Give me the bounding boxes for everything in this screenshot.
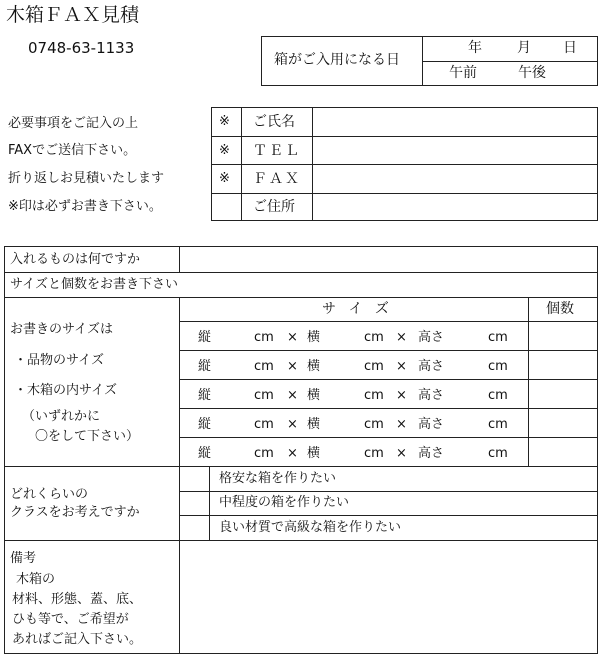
height-input[interactable] — [447, 410, 483, 437]
phone-number: 0748-63-1133 — [28, 39, 135, 57]
address-label: ご住所 — [253, 199, 295, 215]
cm-unit: cm — [364, 330, 384, 345]
fax-input[interactable] — [314, 165, 597, 192]
width-input[interactable] — [325, 323, 361, 350]
height-input[interactable] — [447, 381, 483, 408]
count-input[interactable] — [530, 323, 596, 350]
class-label: クラスをお考えですか — [10, 505, 140, 520]
cm-unit: cm — [488, 330, 508, 345]
width-input[interactable] — [325, 352, 361, 379]
count-input[interactable] — [530, 439, 596, 466]
cm-unit: cm — [488, 417, 508, 432]
width-label: 横 — [307, 417, 321, 432]
length-label: 縦 — [198, 417, 212, 432]
size-note-box-inner[interactable]: ・木箱の内サイズ — [14, 383, 117, 398]
notice-line: ※印は必ずお書き下さい。 — [8, 199, 162, 214]
date-label: 箱がご入用になる日 — [274, 52, 400, 68]
height-label: 高さ — [418, 330, 445, 345]
length-label: 縦 — [198, 359, 212, 374]
width-label: 横 — [307, 446, 321, 461]
height-input[interactable] — [447, 439, 483, 466]
required-mark: ※ — [219, 114, 230, 129]
cm-unit: cm — [254, 388, 274, 403]
contents-label: 入れるものは何ですか — [10, 252, 141, 267]
length-input[interactable] — [216, 439, 252, 466]
remarks-note: あればご記入下さい。 — [12, 632, 143, 647]
cm-unit: cm — [488, 359, 508, 374]
size-note: お書きのサイズは — [10, 322, 113, 337]
name-label: ご氏名 — [253, 114, 295, 130]
class-checkbox-budget[interactable] — [181, 467, 208, 490]
count-input[interactable] — [530, 381, 596, 408]
contents-input[interactable] — [181, 247, 597, 271]
height-label: 高さ — [418, 446, 445, 461]
length-label: 縦 — [198, 446, 212, 461]
width-label: 横 — [307, 330, 321, 345]
times-sign: × — [287, 446, 298, 461]
address-input[interactable] — [314, 194, 597, 220]
remarks-note: 木箱の — [16, 572, 56, 587]
cm-unit: cm — [488, 388, 508, 403]
size-note-item-goods[interactable]: ・品物のサイズ — [14, 353, 104, 368]
height-label: 高さ — [418, 417, 445, 432]
cm-unit: cm — [254, 417, 274, 432]
month-label: 月 — [517, 40, 531, 56]
times-sign: × — [396, 359, 407, 374]
length-input[interactable] — [216, 352, 252, 379]
class-checkbox-premium[interactable] — [181, 516, 208, 539]
count-input[interactable] — [530, 410, 596, 437]
size-note: （いずれかに — [22, 409, 101, 424]
count-input[interactable] — [530, 352, 596, 379]
page-title: 木箱ＦＡＸ見積 — [6, 4, 140, 26]
fax-label: ＦＡＸ — [253, 171, 301, 187]
class-option-mid[interactable]: 中程度の箱を作りたい — [219, 495, 350, 510]
height-label: 高さ — [418, 359, 445, 374]
tel-input[interactable] — [314, 137, 597, 163]
height-input[interactable] — [447, 323, 483, 350]
length-input[interactable] — [216, 323, 252, 350]
notice-line: FAXでご送信下さい。 — [8, 143, 137, 158]
width-label: 横 — [307, 359, 321, 374]
remarks-title: 備考 — [10, 551, 37, 566]
length-label: 縦 — [198, 330, 212, 345]
class-checkbox-mid[interactable] — [181, 492, 208, 514]
am-option[interactable]: 午前 — [449, 65, 477, 81]
year-label: 年 — [468, 40, 482, 56]
length-label: 縦 — [198, 388, 212, 403]
times-sign: × — [396, 330, 407, 345]
required-mark: ※ — [219, 143, 230, 158]
length-input[interactable] — [216, 381, 252, 408]
name-input[interactable] — [314, 108, 597, 135]
width-input[interactable] — [325, 381, 361, 408]
height-input[interactable] — [447, 352, 483, 379]
cm-unit: cm — [488, 446, 508, 461]
cm-unit: cm — [254, 330, 274, 345]
remarks-note: ひも等で、ご希望が — [12, 612, 129, 627]
times-sign: × — [396, 446, 407, 461]
notice-line: 必要事項をご記入の上 — [8, 116, 139, 131]
times-sign: × — [396, 417, 407, 432]
count-header: 個数 — [546, 301, 574, 317]
remarks-input[interactable] — [181, 541, 597, 653]
times-sign: × — [287, 388, 298, 403]
cm-unit: cm — [254, 446, 274, 461]
times-sign: × — [287, 330, 298, 345]
notice-line: 折り返しお見積いたします — [8, 171, 165, 186]
day-label: 日 — [563, 40, 577, 56]
cm-unit: cm — [364, 359, 384, 374]
size-instruction: サイズと個数をお書き下さい — [10, 277, 178, 292]
times-sign: × — [287, 417, 298, 432]
times-sign: × — [287, 359, 298, 374]
times-sign: × — [396, 388, 407, 403]
cm-unit: cm — [254, 359, 274, 374]
width-label: 横 — [307, 388, 321, 403]
cm-unit: cm — [364, 388, 384, 403]
cm-unit: cm — [364, 446, 384, 461]
size-note: 〇をして下さい） — [35, 429, 140, 444]
width-input[interactable] — [325, 410, 361, 437]
pm-option[interactable]: 午後 — [518, 65, 546, 81]
tel-label: ＴＥＬ — [253, 143, 301, 159]
length-input[interactable] — [216, 410, 252, 437]
class-label: どれくらいの — [10, 487, 89, 502]
height-label: 高さ — [418, 388, 445, 403]
remarks-note: 材料、形態、蓋、底、 — [12, 592, 143, 607]
width-input[interactable] — [325, 439, 361, 466]
class-option-premium[interactable]: 良い材質で高級な箱を作りたい — [219, 520, 402, 535]
cm-unit: cm — [364, 417, 384, 432]
class-option-budget[interactable]: 格安な箱を作りたい — [219, 471, 337, 486]
required-mark: ※ — [219, 171, 230, 186]
size-header: サ イ ズ — [322, 301, 393, 317]
